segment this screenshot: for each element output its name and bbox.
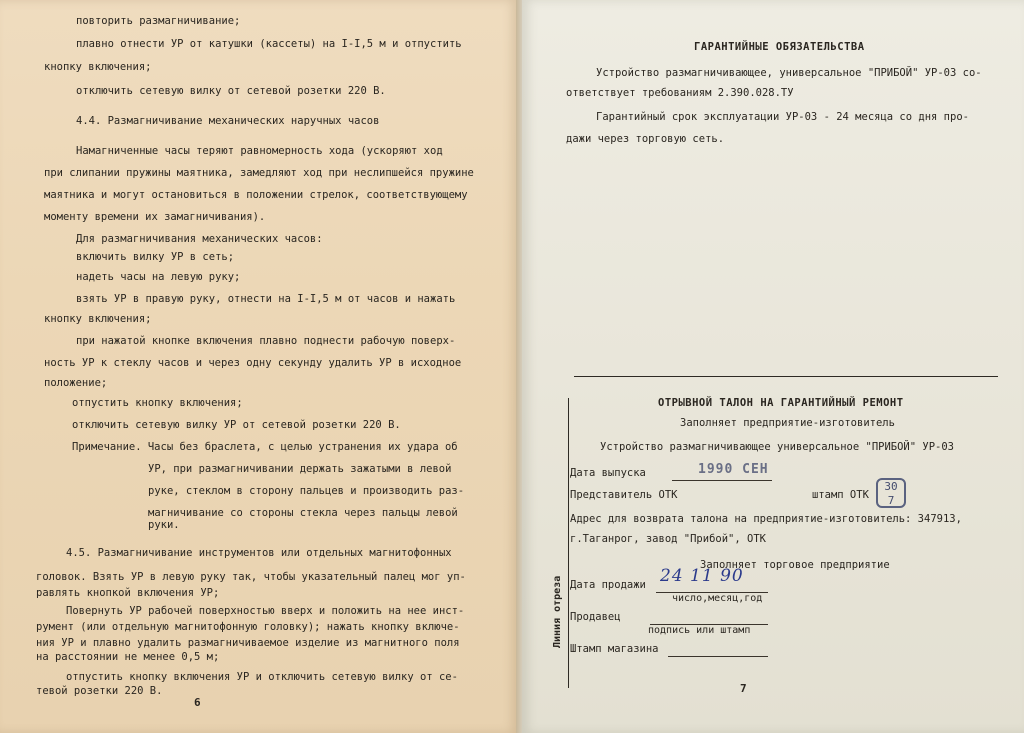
warranty-line: Устройство размагничивающее, универсальное "ПРИБОЙ" УР-03 со-: [596, 67, 982, 79]
text-line: кнопку включения;: [44, 313, 152, 325]
warranty-line: ответствует требованиям 2.390.028.ТУ: [566, 87, 794, 99]
text-line: кнопку включения;: [44, 61, 152, 73]
text-line: Повернуть УР рабочей поверхностью вверх и положить на нее инст-: [66, 605, 465, 617]
otk-stamp: [876, 478, 906, 508]
cut-line-label: Линия отреза: [552, 575, 563, 648]
text-line: Намагниченные часы теряют равномерность хода (ускоряют ход: [76, 145, 443, 157]
coupon-title: ОТРЫВНОЙ ТАЛОН НА ГАРАНТИЙНЫЙ РЕМОНТ: [658, 397, 904, 409]
page-number: 6: [194, 696, 201, 709]
sale-date-hint: число,месяц,год: [672, 593, 763, 604]
note-line: руке, стеклом в сторону пальцев и производить раз-: [148, 485, 465, 497]
text-line: на расстоянии не менее 0,5 м;: [36, 651, 220, 663]
text-line: моменту времени их замагничивания).: [44, 211, 266, 223]
otk-stamp-top: 30: [884, 480, 898, 493]
text-line: повторить размагничивание;: [76, 15, 241, 27]
note-line: руки.: [148, 519, 180, 531]
filled-by-shop: Заполняет торговое предприятие: [700, 559, 890, 571]
page-number: 7: [740, 682, 747, 695]
seller-label: Продавец: [570, 611, 621, 623]
text-line: отключить сетевую вилку УР от сетевой розетки 220 В.: [72, 419, 401, 431]
return-address-label: Адрес для возврата талона на предприятие-изготовитель: 347913,: [570, 513, 962, 525]
sale-date-label: Дата продажи: [570, 579, 646, 591]
section-heading-4-4: 4.4. Размагничивание механических наручных часов: [76, 115, 380, 127]
text-line: включить вилку УР в сеть;: [76, 251, 235, 263]
text-line: Для размагничивания механических часов:: [76, 233, 323, 245]
cut-line: [568, 398, 569, 688]
text-line: маятника и могут остановиться в положении стрелок, соответствующему: [44, 189, 468, 201]
seller-hint: подпись или штамп: [648, 625, 751, 636]
text-line: равлять кнопкой включения УР;: [36, 587, 220, 599]
shop-stamp-label: Штамп магазина: [570, 643, 659, 655]
note-line: магничивание со стороны стекла через пальцы левой: [148, 507, 458, 519]
shop-stamp-field: [668, 656, 768, 657]
note-line: Примечание. Часы без браслета, с целью устранения их удара об: [72, 441, 458, 453]
text-line: при слипании пружины маятника, замедляют ход при неслипшейся пружине: [44, 167, 474, 179]
text-line: взять УР в правую руку, отнести на I-I,5 м от часов и нажать: [76, 293, 456, 305]
release-date-label: Дата выпуска: [570, 467, 646, 479]
sale-date-value: 24 11 90: [660, 566, 744, 586]
right-page: [522, 0, 1024, 733]
text-line: отпустить кнопку включения УР и отключить сетевую вилку от се-: [66, 671, 458, 683]
note-line: УР, при размагничивании держать зажатыми в левой: [148, 463, 452, 475]
filled-by-maker: Заполняет предприятие-изготовитель: [680, 417, 895, 429]
text-line: надеть часы на левую руку;: [76, 271, 241, 283]
warranty-title: ГАРАНТИЙНЫЕ ОБЯЗАТЕЛЬСТВА: [694, 41, 865, 53]
text-line: ния УР и плавно удалить размагничиваемое изделие из магнитного поля: [36, 637, 460, 649]
text-line: ность УР к стеклу часов и через одну секунду удалить УР в исходное: [44, 357, 462, 369]
release-date-field: [672, 480, 772, 481]
release-date-stamp: 1990 СЕН: [698, 462, 769, 477]
coupon-device: Устройство размагничивающее универсальное "ПРИБОЙ" УР-03: [600, 441, 955, 453]
text-line: румент (или отдельную магнитофонную головку); нажать кнопку включе-: [36, 621, 460, 633]
coupon-top-rule: [574, 376, 998, 377]
text-line: при нажатой кнопке включения плавно поднести рабочую поверх-: [76, 335, 456, 347]
otk-rep-label: Представитель ОТК: [570, 489, 678, 501]
otk-stamp-label: штамп ОТК: [812, 489, 869, 501]
otk-stamp-bottom: 7: [887, 494, 895, 507]
text-line: плавно отнести УР от катушки (кассеты) на I-I,5 м и отпустить: [76, 38, 462, 50]
section-heading-4-5: 4.5. Размагничивание инструментов или отдельных магнитофонных: [66, 547, 452, 559]
text-line: головок. Взять УР в левую руку так, чтобы указательный палец мог уп-: [36, 571, 466, 583]
warranty-line: дажи через торговую сеть.: [566, 133, 725, 145]
text-line: отключить сетевую вилку от сетевой розетки 220 В.: [76, 85, 386, 97]
text-line: отпустить кнопку включения;: [72, 397, 243, 409]
warranty-line: Гарантийный срок эксплуатации УР-03 - 24 месяца со дня про-: [596, 111, 969, 123]
text-line: положение;: [44, 377, 108, 389]
text-line: тевой розетки 220 В.: [36, 685, 163, 697]
return-address-city: г.Таганрог, завод "Прибой", ОТК: [570, 533, 766, 545]
